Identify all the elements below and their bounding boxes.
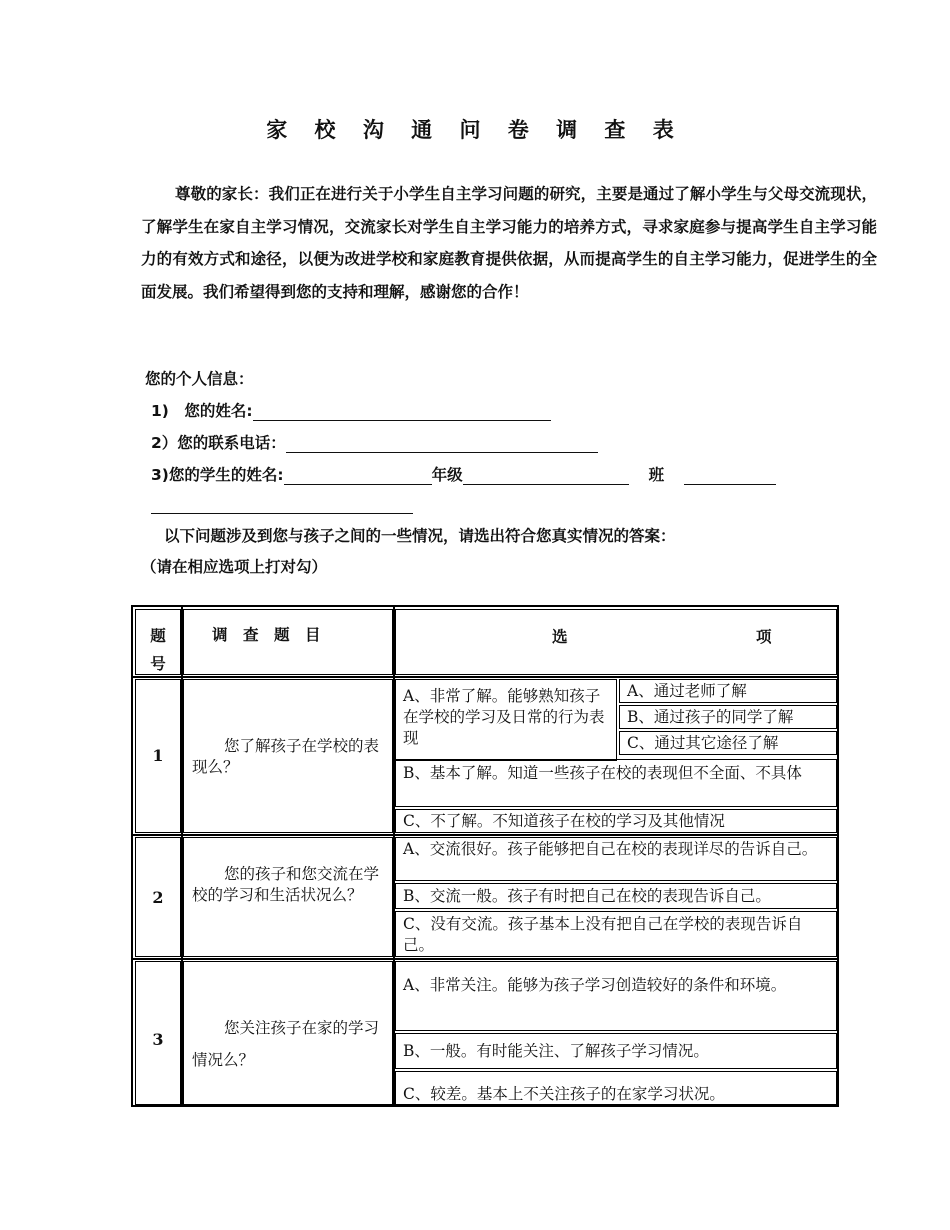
row2-number: 2 [135,837,181,957]
row3-question: 您关注孩子在家的学习情况么？ [183,961,393,1105]
instruction-line: 以下问题涉及到您与孩子之间的一些情况，请选出符合您真实情况的答案： [164,527,676,545]
row3-number: 3 [135,961,181,1105]
student-name-label: 3)您的学生的姓名: [151,466,284,484]
row1-option-a[interactable]: A、非常了解。能够熟知孩子在学校的学习及日常的行为表现 [395,679,617,761]
phone-field[interactable] [286,436,598,453]
page-title: 家 校 沟 通 问 卷 调 查 表 [266,118,684,142]
row1-sub-c[interactable]: C、通过其它途径了解 [619,731,837,755]
name-label: 1) 您的姓名: [151,402,253,420]
name-row [151,399,551,421]
header-question: 调 查 题 目 [183,609,393,675]
row2-option-c[interactable]: C、没有交流。孩子基本上没有把自己在学校的表现告诉自己。 [395,911,837,957]
name-field[interactable] [253,404,551,421]
row1-option-b[interactable]: B、基本了解。知道一些孩子在校的表现但不全面、不具体 [395,759,837,807]
grade-field[interactable] [463,468,629,485]
row1-question: 您了解孩子在学校的表现么？ [183,679,393,833]
header-options [395,609,837,675]
personal-info-heading: 您的个人信息： [145,370,254,388]
survey-table [131,605,839,1107]
row1-sub-b[interactable]: B、通过孩子的同学了解 [619,705,837,729]
header-options-b: 项 [756,628,772,646]
class-field-continuation[interactable] [151,497,413,514]
instruction-note: （请在相应选项上打对勾） [141,558,328,576]
header-options-a: 选 [552,628,568,646]
header-number-line2: 号 [150,655,166,673]
row1-sub-a[interactable]: A、通过老师了解 [619,679,837,703]
row3-option-c[interactable]: C、较差。基本上不关注孩子的在家学习状况。 [395,1071,837,1105]
class-field[interactable] [684,468,776,485]
header-number [135,609,181,675]
header-number-line1: 题 [150,627,166,645]
row2-option-b[interactable]: B、交流一般。孩子有时把自己在校的表现告诉自己。 [395,883,837,909]
row2-option-a[interactable]: A、交流很好。孩子能够把自己在校的表现详尽的告诉自己。 [395,837,837,881]
phone-label: 2）您的联系电话： [151,434,286,452]
row1-option-c[interactable]: C、不了解。不知道孩子在校的学习及其他情况 [395,809,837,833]
class-label: 班 [648,466,665,484]
row3-option-a[interactable]: A、非常关注。能够为孩子学习创造较好的条件和环境。 [395,961,837,1031]
row3-option-b[interactable]: B、一般。有时能关注、了解孩子学习情况。 [395,1033,837,1069]
student-name-field[interactable] [284,468,432,485]
intro-paragraph: 尊敬的家长：我们正在进行关于小学生自主学习问题的研究，主要是通过了解小学生与父母交流现状，了解学生在家自主学习情况，交流家长对学生自主学习能力的培养方式，寻求家庭参与提高学生自主学习能力的有效方式和途径，以便为改进学校和家庭教育提供依据，从而提高学生的自主学习能力，促进学生的全面发展。我们希望得到您的支持和理解，感谢您的合作！ [141,185,877,301]
student-row [151,463,776,485]
grade-label: 年级 [431,466,463,484]
phone-row [151,431,598,453]
row1-number: 1 [135,679,181,833]
row2-question: 您的孩子和您交流在学校的学习和生活状况么？ [183,837,393,957]
